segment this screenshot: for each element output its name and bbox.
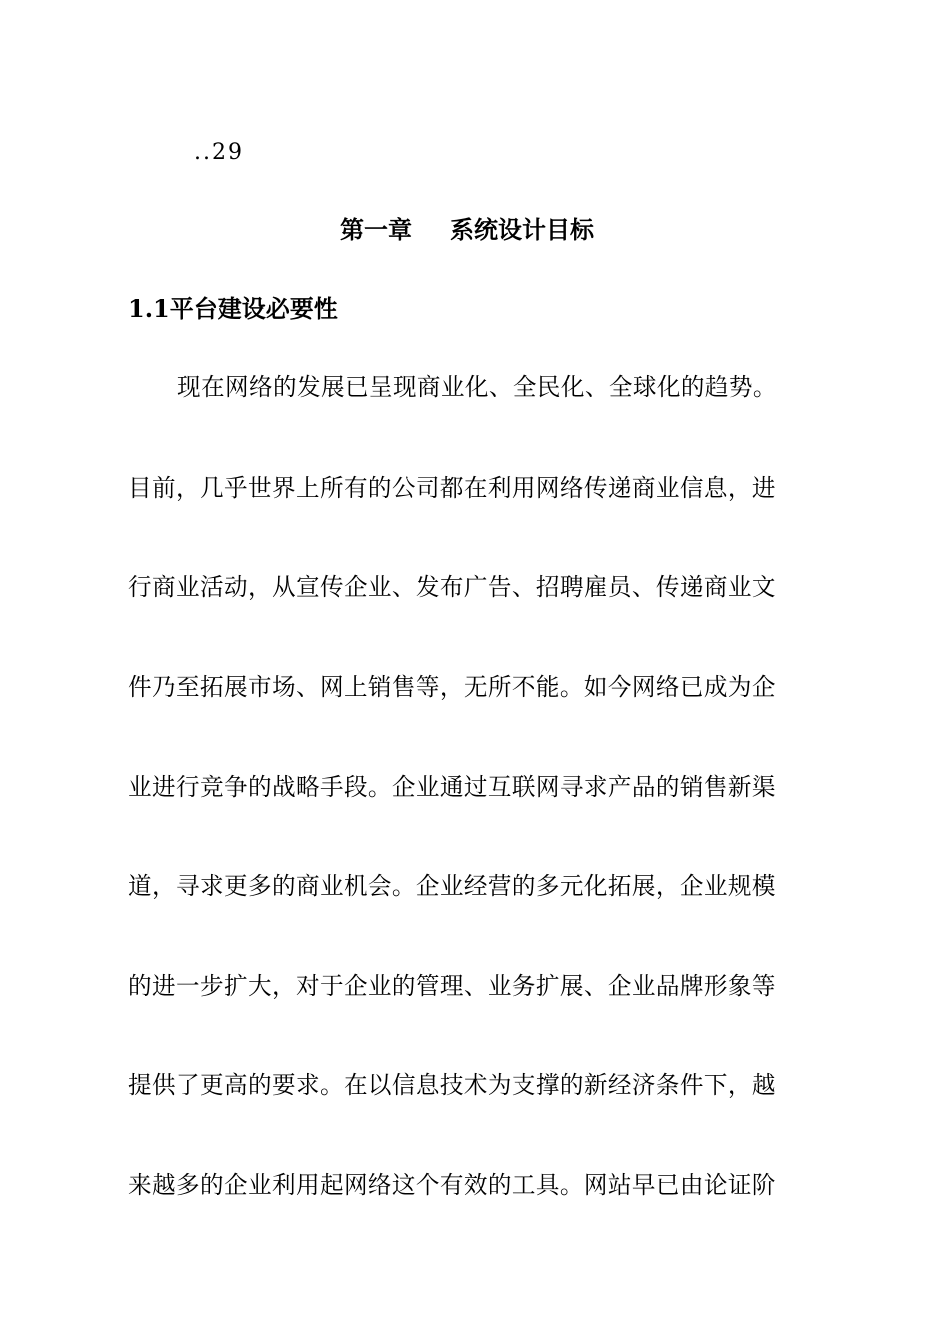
paragraph-line: 的进一步扩大，对于企业的管理、业务扩展、企业品牌形象等 — [128, 972, 776, 1000]
paragraph-line: 现在网络的发展已呈现商业化、全民化、全球化的趋势。 — [177, 373, 777, 401]
paragraph-line: 来越多的企业利用起网络这个有效的工具。网站早已由论证阶 — [128, 1171, 776, 1199]
paragraph-line: 业进行竞争的战略手段。企业通过互联网寻求产品的销售新渠 — [128, 773, 776, 801]
paragraph-line: 行商业活动，从宣传企业、发布广告、招聘雇员、传递商业文 — [128, 573, 776, 601]
toc-page-number-fragment: ..29 — [194, 140, 244, 165]
section-heading: 1.1平台建设必要性 — [128, 294, 338, 323]
chapter-title — [340, 213, 594, 247]
chapter-name: 系统设计目标 — [450, 215, 594, 244]
paragraph-line: 件乃至拓展市场、网上销售等，无所不能。如今网络已成为企 — [128, 673, 776, 701]
paragraph-line: 道，寻求更多的商业机会。企业经营的多元化拓展，企业规模 — [128, 872, 776, 900]
chapter-number: 第一章 — [340, 215, 412, 244]
paragraph-line: 提供了更高的要求。在以信息技术为支撑的新经济条件下，越 — [128, 1071, 776, 1099]
paragraph-line: 目前，几乎世界上所有的公司都在利用网络传递商业信息，进 — [128, 474, 776, 502]
